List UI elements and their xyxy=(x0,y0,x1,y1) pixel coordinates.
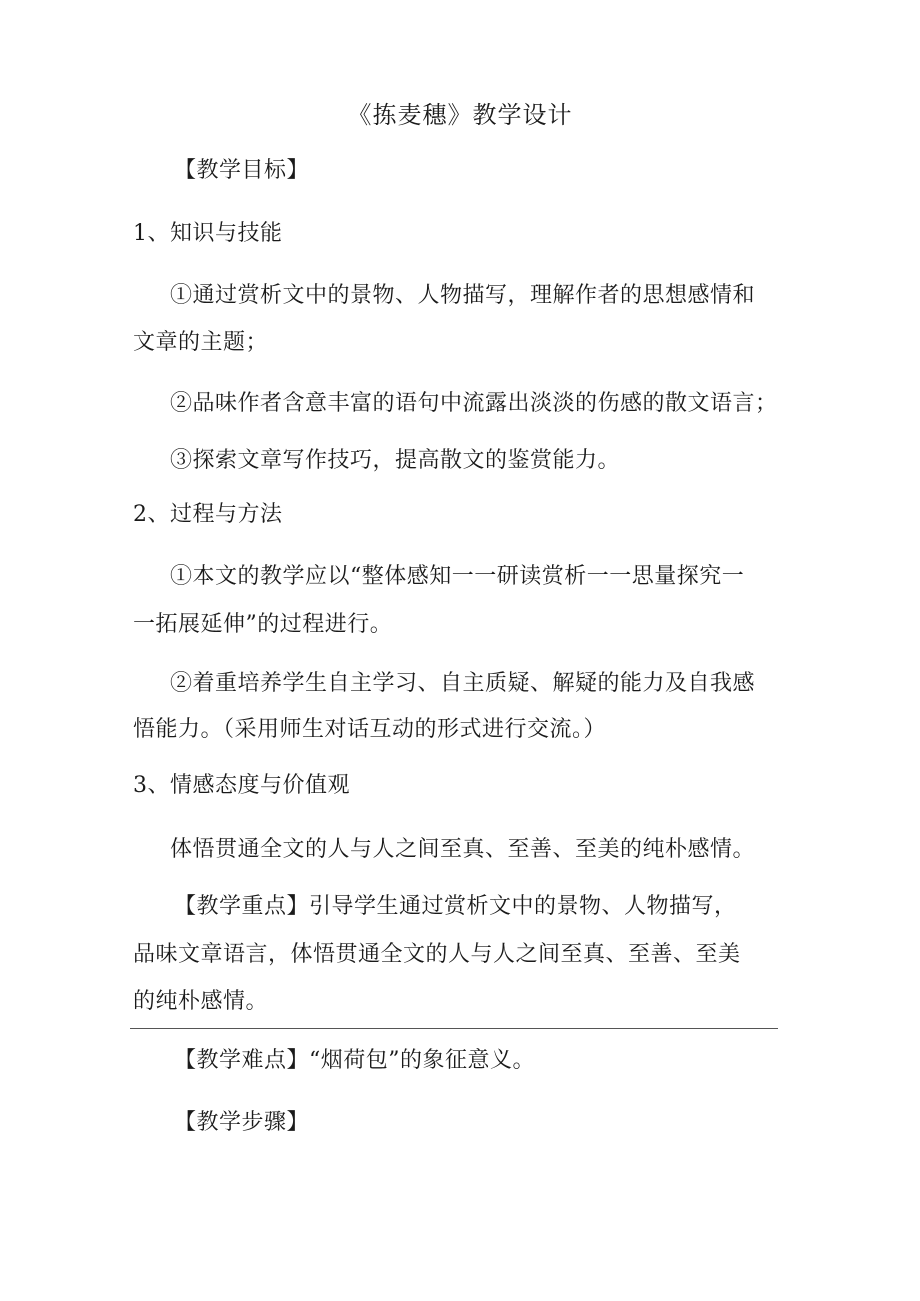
section1-heading: 1、知识与技能 xyxy=(133,221,283,246)
section2-item2-line2: 悟能力。（采用师生对话互动的形式进行交流。） xyxy=(133,717,607,742)
section1-item3: ③探索文章写作技巧，提高散文的鉴赏能力。 xyxy=(170,448,621,473)
difficult-points: 【教学难点】“烟荷包”的象征意义。 xyxy=(174,1048,535,1073)
section1-item1-line2: 文章的主题； xyxy=(133,330,269,355)
section1-item1-line1: ①通过赏析文中的景物、人物描写，理解作者的思想感情和 xyxy=(170,283,756,308)
section2-item1-line1: ①本文的教学应以“整体感知一一研读赏析一一思量探究一 xyxy=(170,564,745,589)
key-points-line3: 的纯朴感情。 xyxy=(133,989,269,1014)
section1-item2: ②品味作者含意丰富的语句中流露出淡淡的伤感的散文语言； xyxy=(170,391,778,416)
section3-heading: 3、情感态度与价值观 xyxy=(133,773,350,798)
section3-body: 体悟贯通全文的人与人之间至真、至善、至美的纯朴感情。 xyxy=(170,837,756,862)
key-points-line2: 品味文章语言，体悟贯通全文的人与人之间至真、至善、至美 xyxy=(133,942,741,967)
document-title: 《拣麦穗》教学设计 xyxy=(347,101,573,129)
steps-heading: 【教学步骤】 xyxy=(174,1110,310,1135)
objectives-heading: 【教学目标】 xyxy=(174,158,310,183)
section2-item2-line1: ②着重培养学生自主学习、自主质疑、解疑的能力及自我感 xyxy=(170,671,756,696)
key-points-line1: 【教学重点】引导学生通过赏析文中的景物、人物描写， xyxy=(174,894,737,919)
section2-heading: 2、过程与方法 xyxy=(133,502,283,527)
page-divider xyxy=(130,1028,778,1029)
section2-item1-line2: 一拓展延伸”的过程进行。 xyxy=(133,612,393,637)
